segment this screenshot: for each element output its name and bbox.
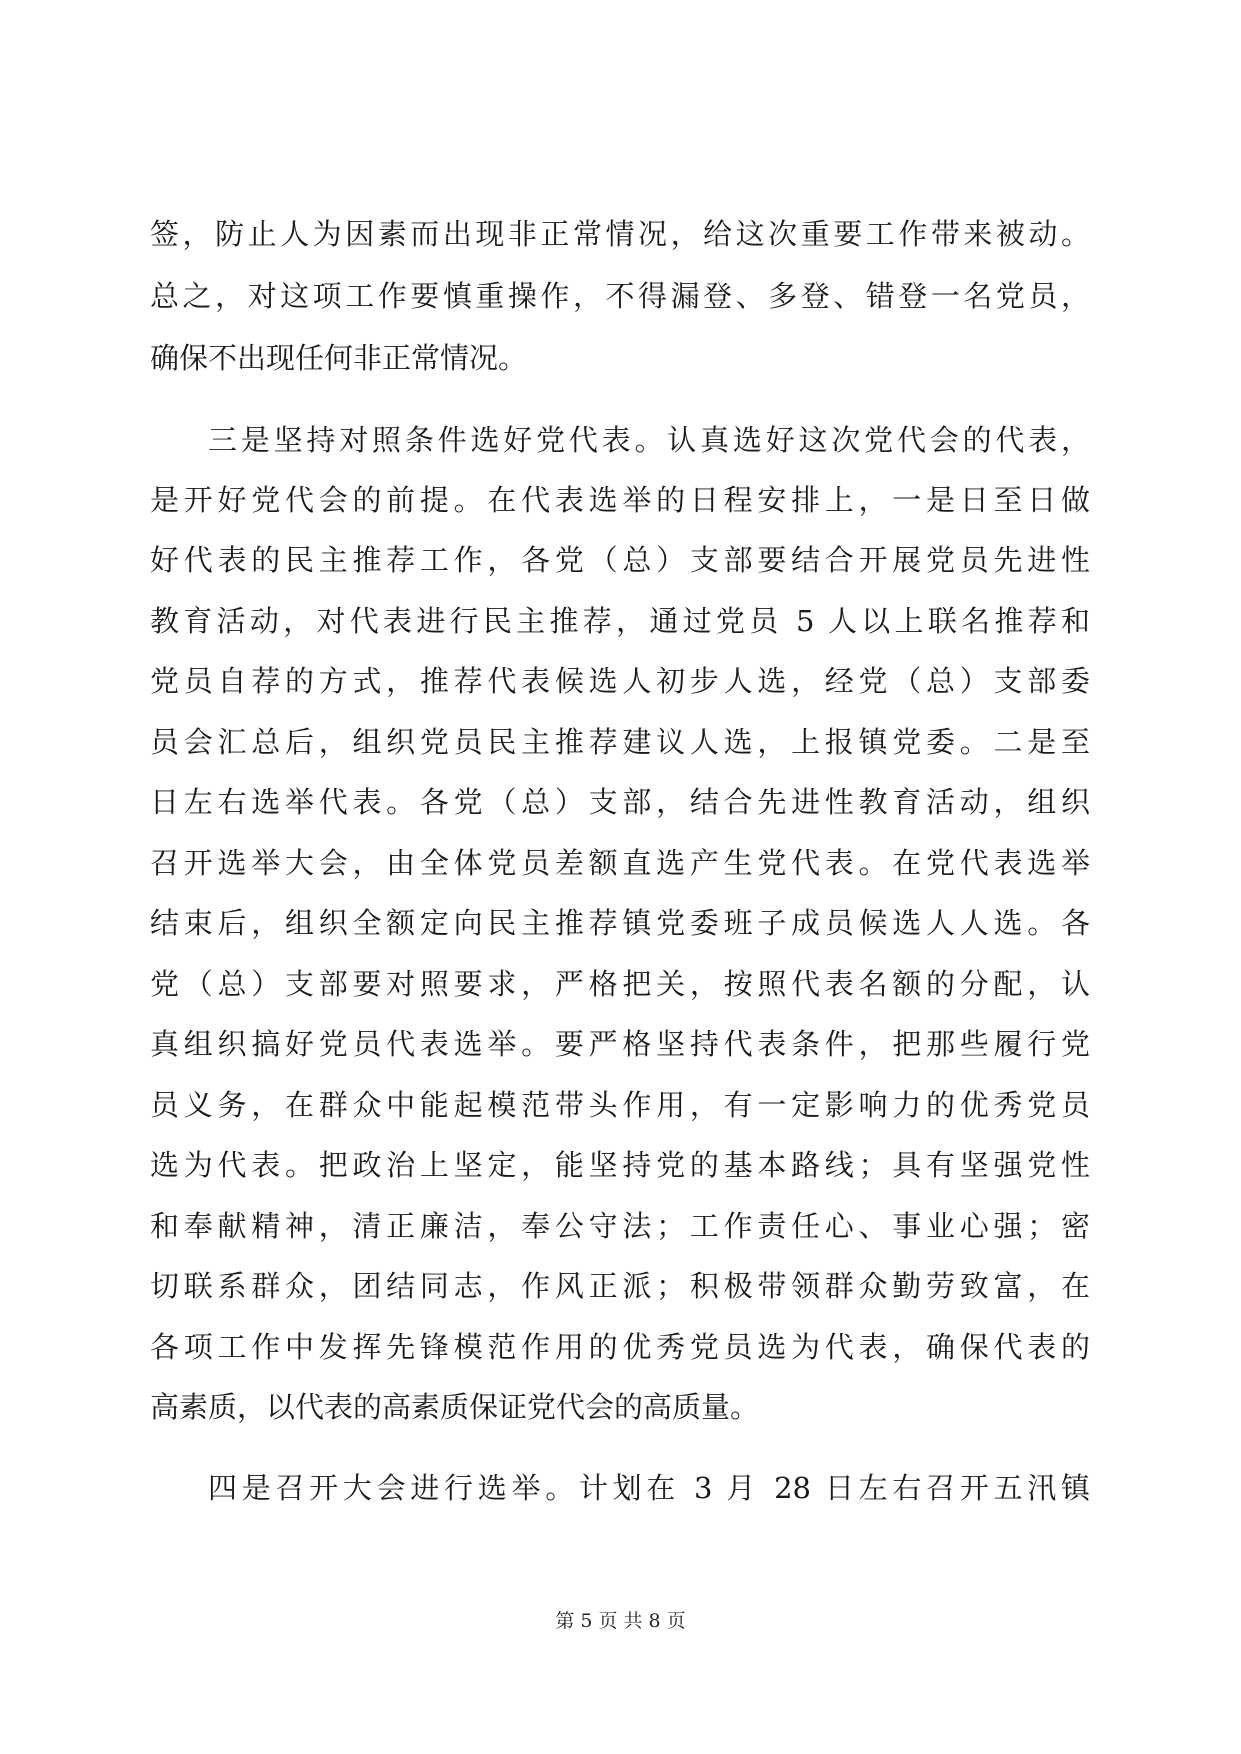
text-line: 切联系群众，团结同志，作风正派；积极带领群众勤劳致富，在 (150, 1269, 1090, 1303)
paragraph-first-line: 三是坚持对照条件选好党代表。认真选好这次党代会的代表， (208, 423, 1090, 457)
text-line: 党员自荐的方式，推荐代表候选人初步人选，经党（总）支部委 (150, 664, 1090, 698)
text-line: 各项工作中发挥先锋模范作用的优秀党员选为代表，确保代表的 (150, 1330, 1090, 1364)
text-line: 好代表的民主推荐工作，各党（总）支部要结合开展党员先进性 (150, 543, 1090, 577)
text-line: 召开选举大会，由全体党员差额直选产生党代表。在党代表选举 (150, 846, 1090, 880)
text-line: 签，防止人为因素而出现非正常情况，给这次重要工作带来被动。 (150, 217, 1090, 251)
text-line: 选为代表。把政治上坚定，能坚持党的基本路线；具有坚强党性 (150, 1148, 1090, 1182)
text-line: 真组织搞好党员代表选举。要严格坚持代表条件，把那些履行党 (150, 1027, 1090, 1061)
text-line: 员会汇总后，组织党员民主推荐建议人选，上报镇党委。二是至 (150, 725, 1090, 759)
text-line: 和奉献精神，清正廉洁，奉公守法；工作责任心、事业心强；密 (150, 1209, 1090, 1243)
text-line: 确保不出现任何非正常情况。 (150, 341, 528, 375)
text-line: 总之，对这项工作要慎重操作，不得漏登、多登、错登一名党员， (150, 279, 1090, 313)
text-line: 员义务，在群众中能起模范带头作用，有一定影响力的优秀党员 (150, 1088, 1090, 1122)
text-line: 高素质，以代表的高素质保证党代会的高质量。 (150, 1390, 760, 1424)
text-line: 是开好党代会的前提。在代表选举的日程安排上，一是日至日做 (150, 483, 1090, 517)
text-line: 教育活动，对代表进行民主推荐，通过党员 5 人以上联名推荐和 (150, 604, 1090, 638)
text-line: 党（总）支部要对照要求，严格把关，按照代表名额的分配，认 (150, 967, 1090, 1001)
page-number-footer: 第 5 页 共 8 页 (555, 1610, 686, 1632)
text-line: 结束后，组织全额定向民主推荐镇党委班子成员候选人人选。各 (150, 906, 1090, 940)
text-line: 日左右选举代表。各党（总）支部，结合先进性教育活动，组织 (150, 785, 1090, 819)
paragraph-first-line: 四是召开大会进行选举。计划在 3 月 28 日左右召开五汛镇 (208, 1471, 1090, 1505)
